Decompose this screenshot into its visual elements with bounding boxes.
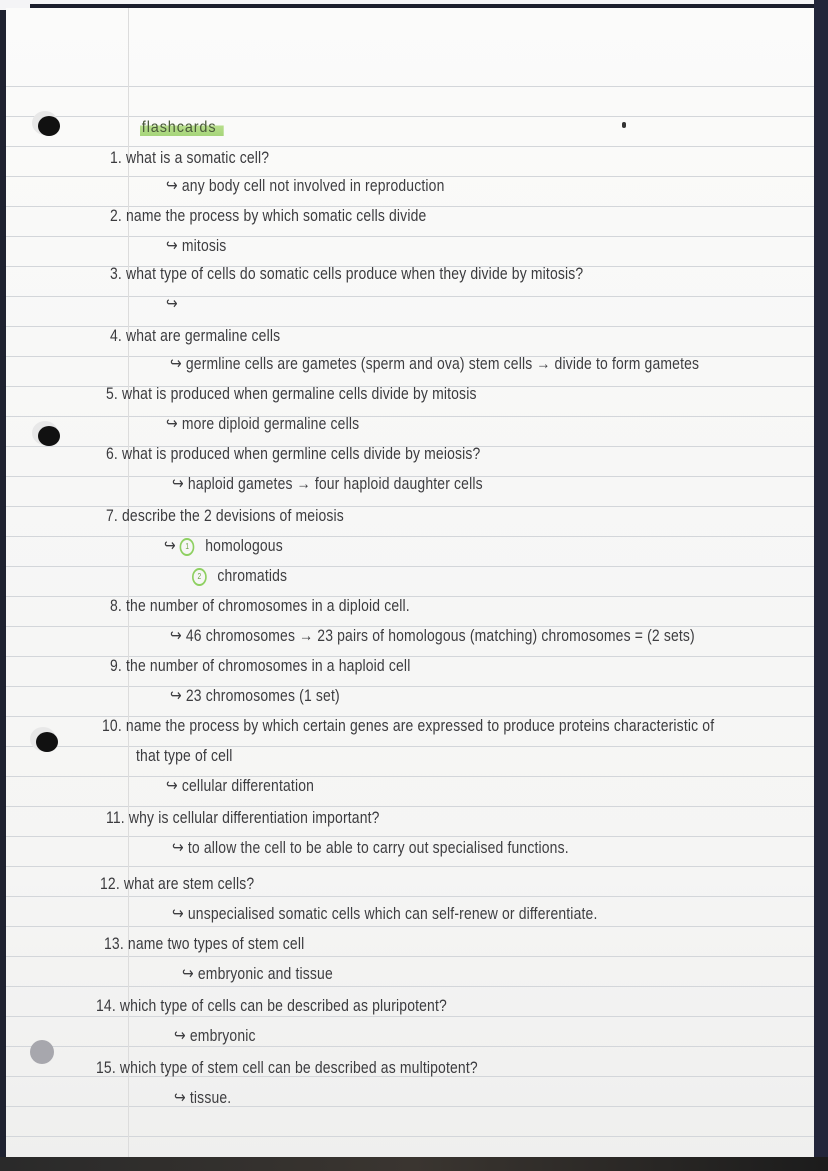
question-text: the number of chromosomes in a haploid cell [126,656,411,675]
card-13-answer: ↪ embryonic and tissue [182,964,333,983]
card-11-question [106,808,380,828]
question-text: name the process by which somatic cells divide [126,206,427,225]
margin-line [128,8,129,1160]
page-title: flashcards [140,119,224,137]
card-1-answer: ↪ any body cell not involved in reproduction [166,176,445,195]
card-1-question [110,148,269,168]
card-13-question [104,934,304,954]
background-edge-right [814,0,828,1171]
punch-hole [38,426,60,446]
question-text: describe the 2 devisions of meiosis [122,506,344,525]
card-9-answer: ↪ 23 chromosomes (1 set) [170,686,340,705]
card-4-question [110,326,280,346]
card-number: 8. [110,596,122,615]
question-text: what are germaline cells [126,326,281,345]
question-text: what are stem cells? [123,874,255,893]
card-12-answer: ↪ unspecialised somatic cells which can self-renew or differentiate. [172,904,598,923]
card-number: 4. [110,326,122,345]
card-14-question [96,996,447,1016]
question-text: which type of cells can be described as pluripotent? [119,996,447,1015]
question-text: what is produced when germaline cells divide by mitosis [122,384,477,403]
background-edge-bottom [0,1157,828,1171]
card-14-answer: ↪ embryonic [174,1026,256,1045]
question-text: what is produced when germline cells divide by meiosis? [122,444,481,463]
card-11-answer: ↪ to allow the cell to be able to carry out specialised functions. [172,838,569,857]
question-text: what is a somatic cell? [126,148,270,167]
punch-hole [36,732,58,752]
card-2-answer: ↪ mitosis [166,236,227,255]
card-6-answer: ↪ haploid gametes → four haploid daughter cells [172,474,483,493]
card-number: 10. [102,716,122,735]
card-10-answer: ↪ cellular differentation [166,776,315,795]
card-7-question [106,506,344,526]
card-3-question [110,264,583,284]
card-5-question [106,384,477,404]
question-text: name the process by which certain genes are expressed to produce proteins characteristic of [125,716,715,735]
card-7-answer-1 [164,536,283,556]
card-9-question [110,656,410,676]
punch-hole [38,116,60,136]
card-number: 12. [100,874,120,893]
card-number: 5. [106,384,118,403]
card-15-question [96,1058,478,1078]
ink-dot [622,122,626,128]
question-text: the number of chromosomes in a diploid cell. [126,596,410,615]
card-8-question [110,596,410,616]
card-10-question [102,716,714,736]
card-number: 13. [104,934,124,953]
question-text: why is cellular differentiation important? [128,808,380,827]
notebook-page [6,8,814,1160]
card-4-answer: ↪ germline cells are gametes (sperm and ova) stem cells → divide to form gametes [170,354,700,373]
card-number: 14. [96,996,116,1015]
card-8-answer: ↪ 46 chromosomes → 23 pairs of homologous (matching) chromosomes = (2 sets) [170,626,695,645]
card-7-answer-2 [192,566,287,586]
question-text: name two types of stem cell [127,934,305,953]
question-text: which type of stem cell can be described as multipotent? [119,1058,478,1077]
card-15-answer: ↪ tissue. [174,1088,232,1107]
card-number: 1. [110,148,122,167]
card-3-answer: ↪ [166,294,178,313]
card-10-question-cont: that type of cell [136,746,233,765]
circled-number-icon: 2 [192,568,207,586]
card-2-question [110,206,426,226]
punch-hole [30,1040,54,1064]
card-number: 2. [110,206,122,225]
card-6-question [106,444,480,464]
card-number: 11. [106,808,125,827]
circled-number-icon: 1 [180,538,195,556]
card-number: 3. [110,264,122,283]
arrow-icon: ↪ [164,536,176,555]
answer-text: homologous [205,536,283,555]
card-12-question [100,874,254,894]
question-text: what type of cells do somatic cells produce when they divide by mitosis? [126,264,584,283]
card-number: 6. [106,444,118,463]
card-number: 15. [96,1058,116,1077]
card-number: 9. [110,656,122,675]
card-5-answer: ↪ more diploid germaline cells [166,414,360,433]
card-number: 7. [106,506,118,525]
answer-text: chromatids [217,566,288,585]
